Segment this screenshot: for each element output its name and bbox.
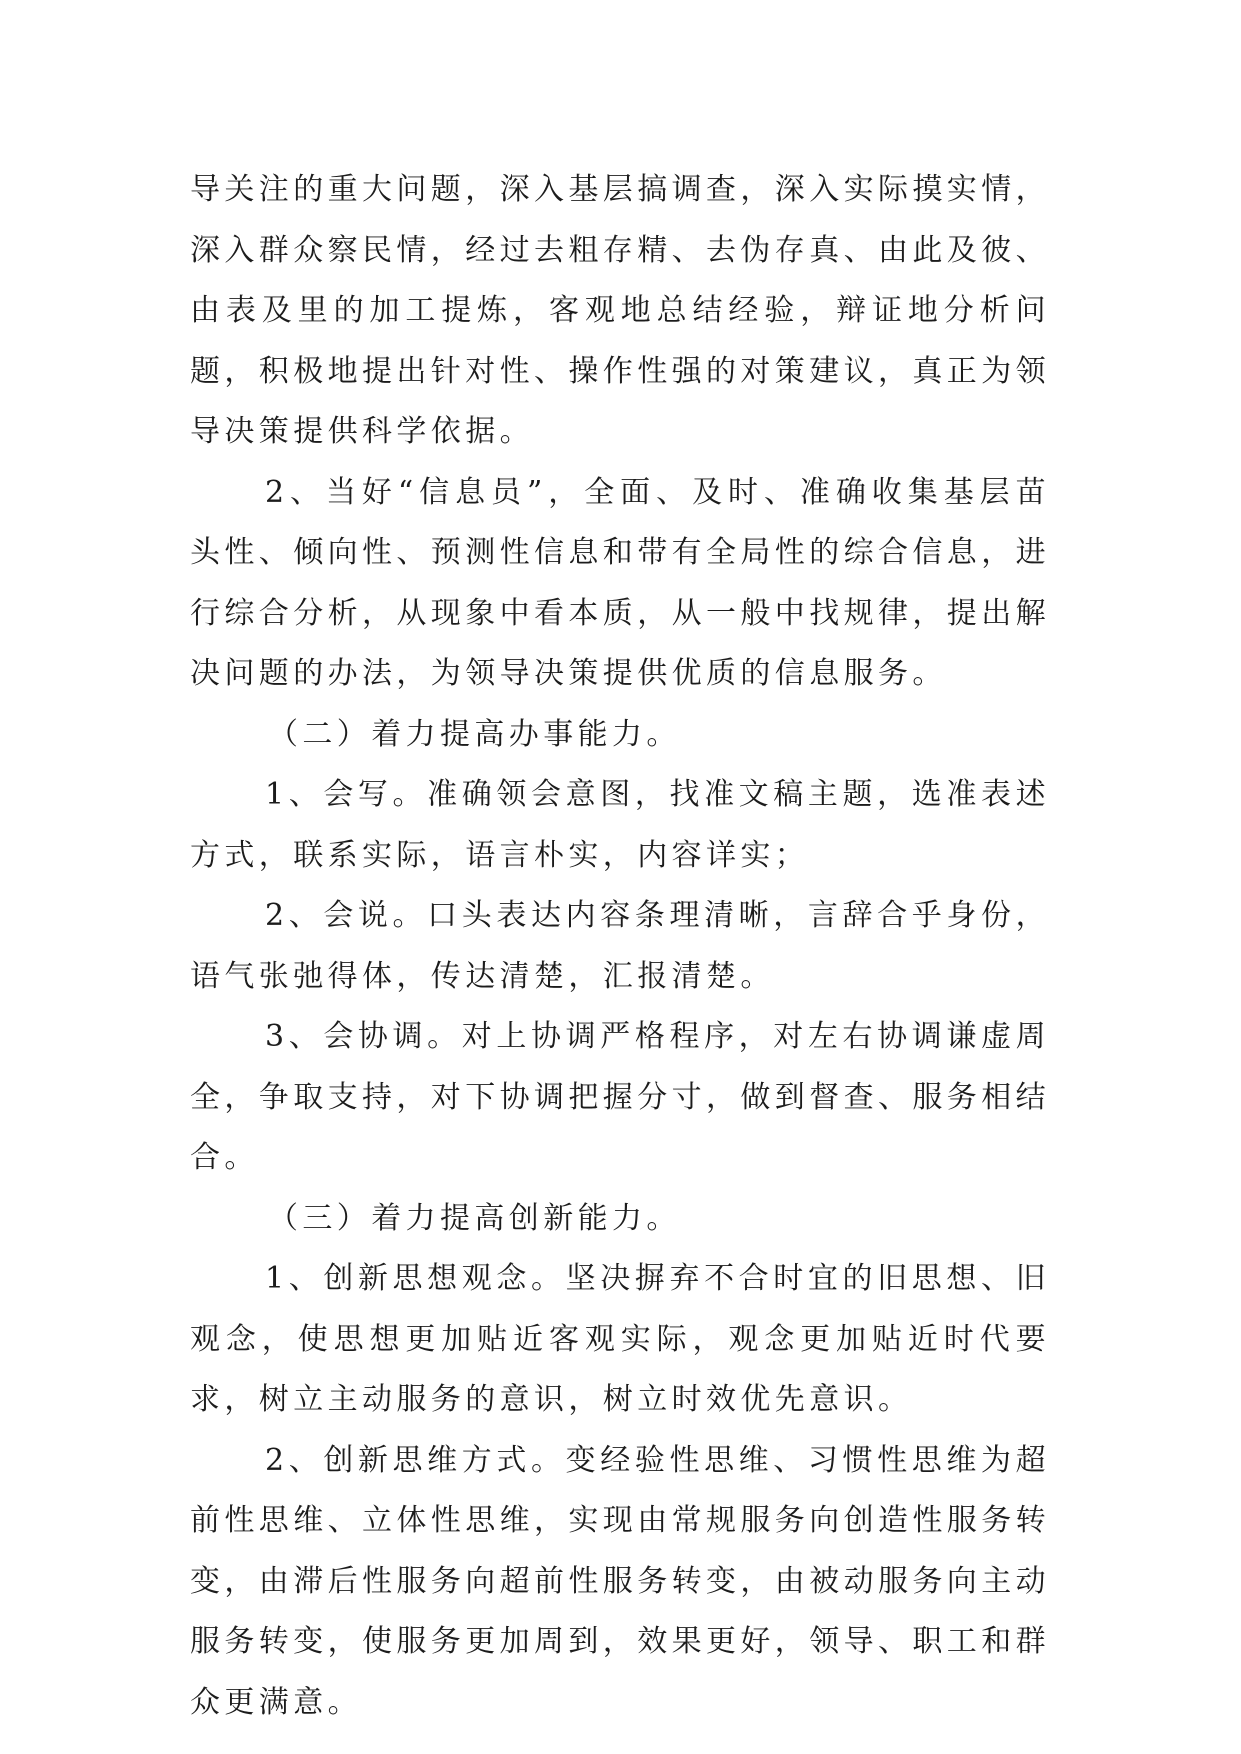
paragraph-continuation: 导关注的重大问题，深入基层搞调查，深入实际摸实情，深入群众察民情，经过去粗存精、去伪存真、由此及彼、由表及里的加工提炼，客观地总结经验，辩证地分析问题，积极地提出针对性、操作性强的对策建议，真正为领导决策提供科学依据。	[190, 172, 1050, 449]
paragraph-information-officer: 2、当好“信息员”，全面、及时、准确收集基层苗头性、倾向性、预测性信息和带有全局性的综合信息，进行综合分析，从现象中看本质，从一般中找规律，提出解决问题的办法，为领导决策提供优质的信息服务。	[190, 474, 1050, 691]
paragraph-speaking: 2、会说。口头表达内容条理清晰，言辞合乎身份，语气张弛得体，传达清楚，汇报清楚。	[190, 898, 1050, 994]
paragraph-innovate-thinking: 2、创新思维方式。变经验性思维、习惯性思维为超前性思维、立体性思维，实现由常规服务向创造性服务转变，由滞后性服务向超前性服务转变，由被动服务向主动服务转变，使服务更加周到，效果更好，领导、职工和群众更满意。	[190, 1442, 1050, 1720]
document-body	[190, 160, 1050, 1733]
section-heading-innovation-ability: （三）着力提高创新能力。	[268, 1200, 681, 1236]
paragraph-coordination: 3、会协调。对上协调严格程序，对左右协调谦虚周全，争取支持，对下协调把握分寸，做到督查、服务相结合。	[190, 1019, 1050, 1175]
section-heading-work-ability: （二）着力提高办事能力。	[268, 716, 681, 752]
paragraph-innovate-ideas: 1、创新思想观念。坚决摒弃不合时宜的旧思想、旧观念，使思想更加贴近客观实际，观念更加贴近时代要求，树立主动服务的意识，树立时效优先意识。	[190, 1261, 1050, 1417]
paragraph-writing: 1、会写。准确领会意图，找准文稿主题，选准表述方式，联系实际，语言朴实，内容详实；	[190, 777, 1050, 873]
